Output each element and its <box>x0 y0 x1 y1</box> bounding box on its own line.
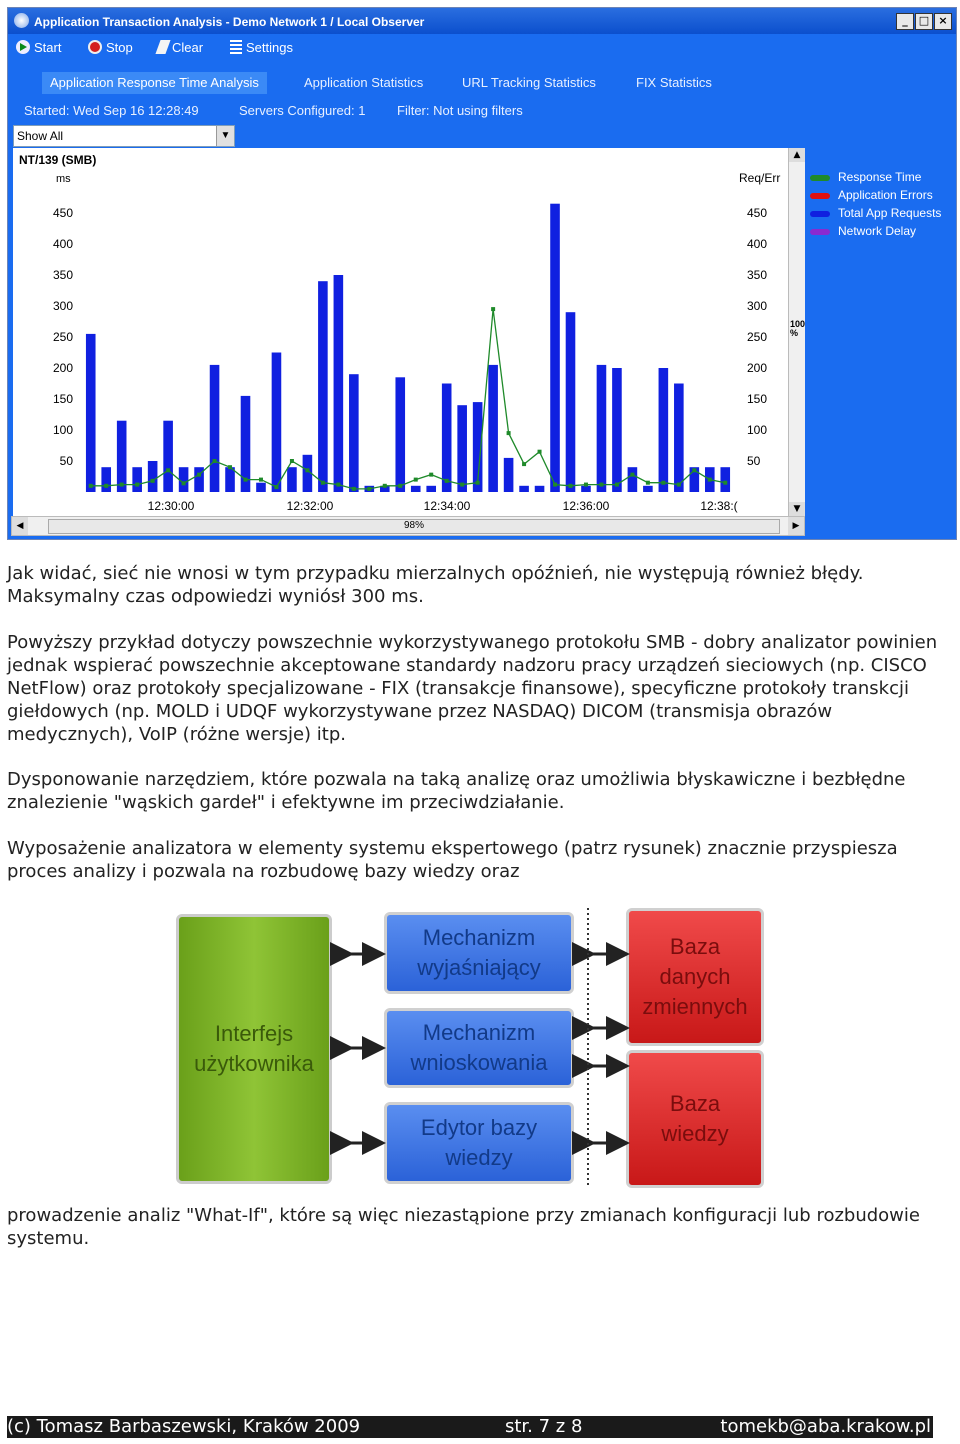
settings-label: Settings <box>246 40 293 55</box>
legend-swatch <box>810 193 830 199</box>
scroll-percent: 98% <box>404 520 425 531</box>
chevron-down-icon[interactable]: ▼ <box>216 126 234 146</box>
tab-url-tracking[interactable]: URL Tracking Statistics <box>462 75 596 90</box>
bar <box>334 275 344 492</box>
bar <box>488 365 498 492</box>
response-time-point <box>305 468 309 472</box>
clear-button[interactable] <box>158 40 203 60</box>
response-time-point <box>274 485 278 489</box>
response-time-point <box>584 483 588 487</box>
bar <box>426 486 436 492</box>
y-tick-left: 200 <box>52 361 73 375</box>
y-tick-right: 150 <box>747 392 768 406</box>
bar <box>535 486 545 492</box>
scroll-up-icon[interactable]: ▲ <box>789 148 805 162</box>
bar <box>117 421 127 492</box>
left-axis-unit: ms <box>56 173 71 185</box>
eraser-icon <box>155 40 170 54</box>
response-time-point <box>182 481 186 485</box>
response-time-point <box>104 484 108 488</box>
response-time-chart <box>13 148 795 516</box>
settings-list-icon <box>230 40 242 54</box>
bar <box>287 467 297 492</box>
legend-label: Application Errors <box>838 188 933 202</box>
start-button[interactable] <box>16 40 61 60</box>
paragraph-3: Dysponowanie narzędziem, które pozwala na taką analizę oraz umożliwia błyskawiczne i bezbłędne znalezienie "wąskich gardeł" i efektywne im przeciwdziałanie. <box>7 769 906 813</box>
bar <box>86 334 96 492</box>
user-interface-box: Interfejs użytkownika <box>176 914 332 1184</box>
tab-fix-statistics[interactable]: FIX Statistics <box>636 75 712 90</box>
y-tick-left: 300 <box>52 299 73 313</box>
response-time-point <box>321 481 325 485</box>
response-time-line <box>91 309 726 489</box>
y-tick-left: 450 <box>52 206 73 220</box>
bar <box>504 458 514 492</box>
bar <box>643 486 653 492</box>
knowledge-editor-box: Edytor bazy wiedzy <box>384 1102 574 1184</box>
response-time-point <box>197 473 201 477</box>
response-time-point <box>352 487 356 491</box>
bar <box>597 365 607 492</box>
window-title: Application Transaction Analysis - Demo Network 1 / Local Observer <box>34 15 425 29</box>
response-time-point <box>507 431 511 435</box>
response-time-point <box>538 450 542 454</box>
play-icon <box>16 40 30 54</box>
tab-application-statistics[interactable]: Application Statistics <box>304 75 424 90</box>
filter-select-value: Show All <box>17 129 64 143</box>
minimize-button[interactable]: _ <box>896 13 914 30</box>
y-tick-right: 300 <box>747 299 768 313</box>
response-time-point <box>166 468 170 472</box>
response-time-point <box>414 478 418 482</box>
response-time-point <box>367 487 371 491</box>
knowledge-base-box: Baza wiedzy <box>626 1050 764 1188</box>
chart-pane <box>13 148 795 516</box>
horizontal-scrollbar[interactable] <box>11 516 805 536</box>
y-tick-right: 100 <box>747 423 768 437</box>
tab-bar <box>8 68 956 96</box>
bar <box>210 365 220 492</box>
filter-select[interactable] <box>13 125 235 147</box>
bar <box>395 377 405 492</box>
maximize-button[interactable]: □ <box>915 13 933 30</box>
response-time-point <box>336 483 340 487</box>
response-time-point <box>661 481 665 485</box>
legend-label: Response Time <box>838 170 922 184</box>
zoom-percent-badge: 100 % <box>790 319 806 338</box>
y-tick-right: 400 <box>747 237 768 251</box>
scroll-left-icon[interactable]: ◀ <box>12 517 28 535</box>
bar <box>659 368 669 492</box>
y-tick-left: 50 <box>59 454 73 468</box>
scroll-right-icon[interactable]: ▶ <box>788 517 804 535</box>
legend-swatch <box>810 175 830 181</box>
bar <box>519 486 529 492</box>
response-time-point <box>398 484 402 488</box>
y-tick-right: 200 <box>747 361 768 375</box>
response-time-point <box>445 479 449 483</box>
x-tick-label: 12:30:00 <box>147 499 195 513</box>
bar <box>349 374 359 492</box>
y-tick-left: 400 <box>52 237 73 251</box>
y-tick-right: 50 <box>747 454 761 468</box>
response-time-point <box>677 483 681 487</box>
response-time-point <box>569 484 573 488</box>
y-tick-left: 100 <box>52 423 73 437</box>
servers-text: Servers Configured: 1 <box>239 103 366 118</box>
title-bar <box>8 8 956 34</box>
right-axis-unit: Req/Err <box>739 171 781 185</box>
bar <box>318 281 328 492</box>
app-window <box>7 7 957 540</box>
bar <box>612 368 622 492</box>
bar <box>101 467 111 492</box>
bar <box>457 405 467 492</box>
stop-icon <box>88 40 102 54</box>
app-icon <box>14 13 29 28</box>
response-time-point <box>120 483 124 487</box>
bar <box>163 421 173 492</box>
response-time-point <box>522 462 526 466</box>
x-tick-label: 12:36:00 <box>562 499 610 513</box>
response-time-point <box>259 478 263 482</box>
response-time-point <box>89 484 93 488</box>
status-line <box>8 100 956 124</box>
bar <box>566 312 576 492</box>
bar <box>628 467 638 492</box>
response-time-point <box>460 483 464 487</box>
y-tick-right: 250 <box>747 330 768 344</box>
paragraph-4: Wyposażenie analizatora w elementy systemu ekspertowego (patrz rysunek) znacznie przyspiesza proces analizy i pozwala na rozbudowę bazy wiedzy oraz <box>7 838 898 882</box>
bar <box>720 467 730 492</box>
paragraph-2: Powyższy przykład dotyczy powszechnie wykorzystywanego protokołu SMB - dobry analizator powinien jednak wspierać powszechnie akceptowane standardy nadzoru pracy urządzeń sieciowych (np. CISCO NetFlow) oraz protokoły specjalizowane - FIX (transakcje finansowe), specyficzne protokoły transkcji giełdowych (np. MOLD i UDQF wykorzystywane przez NASDAQ) DICOM (transmisja obrazów medycznych), VoIP (różne wersje) itp. <box>7 632 938 745</box>
response-time-point <box>135 483 139 487</box>
y-tick-left: 150 <box>52 392 73 406</box>
close-button[interactable]: × <box>934 13 952 30</box>
response-time-point <box>491 307 495 311</box>
inference-mechanism-box: Mechanizm wnioskowania <box>384 1008 574 1088</box>
bar <box>225 467 235 492</box>
bar <box>256 483 266 492</box>
response-time-point <box>429 473 433 477</box>
legend-label: Network Delay <box>838 224 917 238</box>
bar <box>132 467 142 492</box>
response-time-point <box>553 483 557 487</box>
response-time-point <box>383 484 387 488</box>
response-time-point <box>615 483 619 487</box>
chart-title: NT/139 (SMB) <box>19 153 97 167</box>
response-time-point <box>290 459 294 463</box>
explanation-mechanism-box: Mechanizm wyjaśniający <box>384 912 574 994</box>
footer-copyright: (c) Tomasz Barbaszewski, Kraków 2009 <box>7 1416 361 1437</box>
response-time-point <box>244 478 248 482</box>
bar <box>148 461 158 492</box>
response-time-point <box>723 481 727 485</box>
footer-email[interactable]: tomekb@aba.krakow.pl <box>720 1416 931 1437</box>
start-label: Start <box>34 40 62 55</box>
legend-swatch <box>810 211 830 217</box>
response-time-point <box>630 473 634 477</box>
footer-page-number: str. 7 z 8 <box>505 1416 583 1437</box>
page-footer <box>7 1416 933 1438</box>
bar <box>550 204 560 492</box>
y-tick-left: 250 <box>52 330 73 344</box>
bar <box>674 384 684 493</box>
settings-button[interactable] <box>230 40 293 60</box>
clear-label: Clear <box>172 40 204 55</box>
response-time-point <box>708 478 712 482</box>
scroll-down-icon[interactable]: ▼ <box>789 502 805 516</box>
tab-response-time[interactable]: Application Response Time Analysis <box>42 72 267 94</box>
legend-label: Total App Requests <box>838 206 942 220</box>
stop-button[interactable] <box>88 40 133 60</box>
x-tick-label: 12:38:( <box>700 499 738 513</box>
y-tick-right: 450 <box>747 206 768 220</box>
x-tick-label: 12:32:00 <box>286 499 334 513</box>
bar <box>411 486 421 492</box>
paragraph-1: Jak widać, sieć nie wnosi w tym przypadku mierzalnych opóźnień, nie występują również błędy. Maksymalny czas odpowiedzi wyniósł 300 ms. <box>7 563 864 607</box>
bar <box>272 353 282 493</box>
stop-label: Stop <box>106 40 133 55</box>
toolbar <box>8 34 956 66</box>
filter-text: Filter: Not using filters <box>397 103 523 118</box>
response-time-point <box>476 481 480 485</box>
expert-system-diagram <box>176 906 766 1188</box>
y-tick-left: 350 <box>52 268 73 282</box>
response-time-point <box>213 459 217 463</box>
response-time-point <box>228 465 232 469</box>
response-time-point <box>692 468 696 472</box>
response-time-point <box>646 481 650 485</box>
x-tick-label: 12:34:00 <box>423 499 471 513</box>
bar <box>442 384 452 493</box>
response-time-point <box>599 483 603 487</box>
started-text: Started: Wed Sep 16 12:28:49 <box>24 103 199 118</box>
bar <box>581 486 591 492</box>
response-time-point <box>151 479 155 483</box>
paragraph-5: prowadzenie analiz "What-If", które są więc niezastąpione przy zmianach konfiguracji lub rozbudowie systemu. <box>7 1205 920 1249</box>
y-tick-right: 350 <box>747 268 768 282</box>
variables-database-box: Baza danych zmiennych <box>626 908 764 1046</box>
bar <box>179 467 189 492</box>
legend-swatch <box>810 229 830 235</box>
